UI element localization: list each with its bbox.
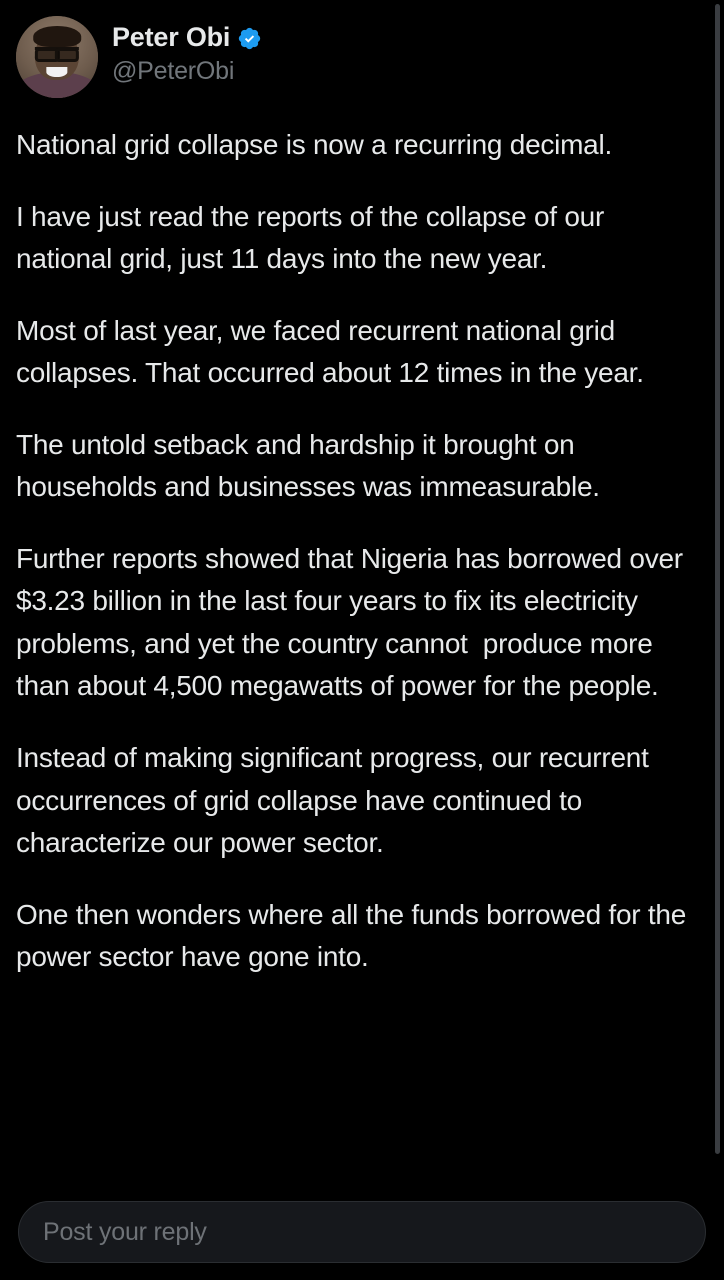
tweet-text	[0, 98, 724, 1280]
tweet-author-row[interactable]	[0, 0, 724, 98]
author-display-name: Peter Obi	[112, 22, 231, 52]
tweet-paragraph: Further reports showed that Nigeria has borrowed over $3.23 billion in the last four years to fix its electricity problems, and yet the country cannot produce more than about 4,500 megawatts of power for the people.	[16, 542, 691, 702]
tweet-paragraph: National grid collapse is now a recurring decimal.	[16, 129, 613, 160]
verified-badge-icon	[237, 26, 262, 51]
author-meta	[112, 16, 262, 88]
tweet-paragraph: The untold setback and hardship it brought on households and businesses was immeasurable.	[16, 428, 600, 503]
vertical-scrollbar-track[interactable]	[717, 0, 722, 1180]
reply-input[interactable]	[18, 1201, 706, 1263]
avatar-glasses	[35, 47, 79, 58]
avatar-hair	[33, 26, 81, 47]
tweet-paragraph: I have just read the reports of the collapse of our national grid, just 11 days into the new year.	[16, 200, 612, 275]
author-name-line[interactable]	[112, 22, 262, 53]
avatar-smile	[46, 67, 67, 77]
avatar[interactable]	[16, 16, 98, 98]
reply-composer-bar	[0, 1184, 724, 1280]
tweet-paragraph: One then wonders where all the funds borrowed for the power sector have gone into.	[16, 898, 694, 973]
vertical-scrollbar-thumb[interactable]	[715, 4, 720, 1154]
reply-input-placeholder: Post your reply	[43, 1217, 207, 1246]
tweet-paragraph: Most of last year, we faced recurrent national grid collapses. That occurred about 12 times in the year.	[16, 314, 644, 389]
author-handle: @PeterObi	[112, 57, 235, 86]
tweet-paragraph: Instead of making significant progress, our recurrent occurrences of grid collapse have continued to characterize our power sector.	[16, 742, 657, 859]
